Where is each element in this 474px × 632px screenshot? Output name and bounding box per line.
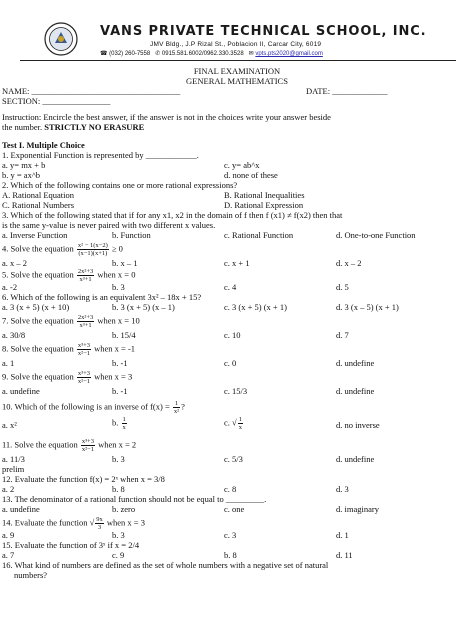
question-1: 1. Exponential Function is represented by ____________. bbox=[2, 150, 199, 160]
question-10-text: 10. Which of the following is an inverse of f(x) = bbox=[2, 401, 170, 412]
choice-2d[interactable]: D. Rational Expression bbox=[224, 200, 304, 210]
question-16-cont: numbers? bbox=[14, 570, 48, 580]
choice-11a[interactable]: a. 11/3 bbox=[2, 454, 25, 464]
question-14-text: 14. Evaluate the function bbox=[2, 517, 88, 528]
choice-14c[interactable]: c. 3 bbox=[224, 530, 237, 540]
email-icon: ✉ bbox=[248, 51, 254, 57]
choice-2c[interactable]: C. Rational Numbers bbox=[2, 200, 75, 210]
instruction-line-1: Instruction: Encircle the best answer, if the answer is not in the choices write your answer beside bbox=[2, 112, 331, 122]
choice-6a[interactable]: a. 3 (x + 5) (x + 10) bbox=[2, 302, 70, 312]
q8-fraction bbox=[77, 342, 91, 357]
choice-13c[interactable]: c. one bbox=[224, 504, 245, 514]
test-heading: Test I. Multiple Choice bbox=[2, 140, 85, 150]
q5-numerator: 2x²+3 bbox=[77, 268, 94, 275]
choice-8d[interactable]: d. undefine bbox=[336, 358, 375, 368]
phone-number: (032) 260-7558 bbox=[109, 51, 151, 57]
q10-numerator: 1 bbox=[174, 400, 179, 407]
sqrt-symbol-14: √ bbox=[89, 517, 95, 528]
choice-13a[interactable]: a. undefine bbox=[2, 504, 40, 514]
question-16: 16. What kind of numbers are defined as the set of whole numbers with a negative set of natural bbox=[2, 560, 329, 570]
email-link[interactable]: vpts.pts2020@gmail.com bbox=[255, 51, 323, 57]
choice-10b[interactable] bbox=[112, 416, 128, 431]
q10-denominator: x² bbox=[173, 408, 180, 415]
mobile-number: 0915.581.6002/0962.330.3528 bbox=[161, 51, 244, 57]
question-11 bbox=[2, 438, 136, 453]
choice-8a[interactable]: a. 1 bbox=[2, 358, 15, 368]
choice-8b[interactable]: b. -1 bbox=[112, 358, 128, 368]
q9-tail: when x = 3 bbox=[94, 371, 133, 382]
choice-7a[interactable]: a. 30/8 bbox=[2, 330, 26, 340]
q10b-numerator: 1 bbox=[122, 416, 126, 423]
school-contact bbox=[100, 50, 323, 57]
choice-15b[interactable]: c. 9 bbox=[112, 550, 125, 560]
choice-9c[interactable]: c. 15/3 bbox=[224, 386, 248, 396]
choice-13d[interactable]: d. imaginary bbox=[336, 504, 379, 514]
q10c-denominator: x bbox=[238, 424, 242, 431]
q9-fraction bbox=[77, 370, 91, 385]
q5-denominator: x³+1 bbox=[79, 276, 92, 283]
choice-13b[interactable]: b. zero bbox=[112, 504, 136, 514]
choice-5c[interactable]: c. 4 bbox=[224, 282, 237, 292]
q5-fraction bbox=[77, 268, 94, 283]
question-9 bbox=[2, 370, 132, 385]
choice-12a[interactable]: a. 2 bbox=[2, 484, 15, 494]
choice-10c[interactable] bbox=[224, 416, 244, 431]
q4-fraction bbox=[77, 242, 109, 257]
choice-8c[interactable]: c. 0 bbox=[224, 358, 237, 368]
q8-numerator: x³+3 bbox=[77, 342, 91, 349]
q11-numerator: x³+3 bbox=[81, 438, 94, 445]
choice-15d[interactable]: d. 11 bbox=[336, 550, 353, 560]
choice-12c[interactable]: c. 8 bbox=[224, 484, 237, 494]
question-14 bbox=[2, 516, 145, 531]
q10-tail: ? bbox=[181, 401, 185, 412]
q14-fraction bbox=[95, 516, 104, 531]
q4-numerator: x² − 1(x−2) bbox=[77, 242, 108, 249]
choice-12b[interactable]: b. 8 bbox=[112, 484, 125, 494]
q7-denominator: x³+1 bbox=[79, 322, 92, 329]
choice-10a[interactable]: a. x² bbox=[2, 420, 17, 430]
choice-9b[interactable]: b. -1 bbox=[112, 386, 128, 396]
question-8 bbox=[2, 342, 135, 357]
question-3-cont: is the same y-value is never paired with two different x values. bbox=[2, 220, 216, 230]
question-12: 12. Evaluate the function f(x) = 2ˣ when x = 3/8 bbox=[2, 474, 165, 484]
q7-fraction bbox=[77, 314, 94, 329]
q8-tail: when x = -1 bbox=[94, 343, 136, 354]
school-address: JMV Bldg., J.P Rizal St., Poblacion II, Carcar City, 6019 bbox=[150, 41, 322, 48]
q11-denominator: x²−1 bbox=[81, 446, 94, 453]
phone-icon: ☎ bbox=[100, 51, 108, 57]
choice-3c[interactable]: c. Rational Function bbox=[224, 230, 294, 240]
question-7-text: 7. Solve the equation bbox=[2, 315, 74, 326]
choice-2a[interactable]: A. Rational Equation bbox=[2, 190, 75, 200]
exam-subject: GENERAL MATHEMATICS bbox=[186, 76, 288, 86]
q4-denominator: (x−1)(x+1) bbox=[78, 250, 108, 257]
choice-10b-label: b. bbox=[112, 417, 119, 428]
choice-9d[interactable]: d. undefine bbox=[336, 386, 375, 396]
choice-14a[interactable]: a. 9 bbox=[2, 530, 15, 540]
choice-5b[interactable]: b. 3 bbox=[112, 282, 125, 292]
q10c-fraction bbox=[238, 416, 243, 431]
q10c-numerator: 1 bbox=[238, 416, 242, 423]
choice-1a[interactable]: a. y= mx + b bbox=[2, 160, 46, 170]
section-field[interactable]: SECTION: ________________ bbox=[2, 96, 111, 106]
q10b-denominator: x bbox=[122, 424, 126, 431]
choice-15c[interactable]: b. 8 bbox=[224, 550, 237, 560]
mobile-icon: ✆ bbox=[155, 51, 161, 57]
question-10 bbox=[2, 400, 185, 415]
choice-2b[interactable]: B. Rational Inequalities bbox=[224, 190, 305, 200]
q8-denominator: x²−1 bbox=[77, 350, 91, 357]
no-erasure-note: STRICTLY NO ERASURE bbox=[44, 122, 145, 132]
choice-6c[interactable]: c. 3 (x + 5) (x + 1) bbox=[224, 302, 287, 312]
question-7 bbox=[2, 314, 140, 329]
school-seal-logo bbox=[44, 22, 78, 56]
question-5 bbox=[2, 268, 135, 283]
question-3: 3. Which of the following stated that if for any x1, x2 in the domain of f then f (x1) ≠ f(x2) then that bbox=[2, 210, 343, 220]
question-9-text: 9. Solve the equation bbox=[2, 371, 74, 382]
question-11-text: 11. Solve the equation bbox=[2, 439, 78, 450]
choice-15a[interactable]: a. 7 bbox=[2, 550, 15, 560]
choice-11c[interactable]: c. 5/3 bbox=[224, 454, 243, 464]
q14-denominator: 3 bbox=[97, 524, 102, 531]
choice-4d[interactable]: d. x – 2 bbox=[336, 258, 362, 268]
choice-7c[interactable]: c. 10 bbox=[224, 330, 241, 340]
choice-4c[interactable]: c. x + 1 bbox=[224, 258, 250, 268]
choice-7b[interactable]: b. 15/4 bbox=[112, 330, 136, 340]
q7-numerator: 2x²+3 bbox=[77, 314, 94, 321]
choice-4a[interactable]: a. x – 2 bbox=[2, 258, 28, 268]
question-4-text: 4. Solve the equation bbox=[2, 243, 74, 254]
choice-4b[interactable]: b. x – 1 bbox=[112, 258, 138, 268]
instruction-text: the number. bbox=[2, 122, 45, 132]
question-13: 13. The denominator of a rational function should not be equal to _________. bbox=[2, 494, 267, 504]
question-15: 15. Evaluate the function of 3ˣ if x = 2/4 bbox=[2, 540, 140, 550]
choice-6b[interactable]: b. 3 (x + 5) (x – 1) bbox=[112, 302, 175, 312]
choice-1d[interactable]: d. none of these bbox=[224, 170, 278, 180]
choice-1c[interactable]: c. y= ab^x bbox=[224, 160, 260, 170]
q11-tail: when x = 2 bbox=[98, 439, 137, 450]
q4-tail: ≥ 0 bbox=[111, 243, 123, 254]
q14-tail: when x = 3 bbox=[106, 517, 145, 528]
name-field[interactable]: NAME: ___________________________________ bbox=[2, 86, 181, 96]
date-field[interactable]: DATE: _____________ bbox=[306, 86, 388, 96]
choice-5d[interactable]: d. 5 bbox=[336, 282, 349, 292]
choice-1b[interactable]: b. y = ax^b bbox=[2, 170, 41, 180]
question-6: 6. Which of the following is an equivalent 3x² – 18x + 15? bbox=[2, 292, 202, 302]
prelim-note: prelim bbox=[2, 464, 25, 474]
choice-10d[interactable]: d. no inverse bbox=[336, 420, 380, 430]
choice-14d[interactable]: d. 1 bbox=[336, 530, 349, 540]
choice-3a[interactable]: a. Inverse Function bbox=[2, 230, 68, 240]
q5-tail: when x = 0 bbox=[97, 269, 136, 280]
question-8-text: 8. Solve the equation bbox=[2, 343, 74, 354]
q7-tail: when x = 10 bbox=[97, 315, 140, 326]
choice-5a[interactable]: a. -2 bbox=[2, 282, 18, 292]
choice-6d[interactable]: d. 3 (x – 5) (x + 1) bbox=[336, 302, 399, 312]
q10b-fraction bbox=[122, 416, 127, 431]
question-5-text: 5. Solve the equation bbox=[2, 269, 74, 280]
choice-14b[interactable]: b. 3 bbox=[112, 530, 125, 540]
school-name: VANS PRIVATE TECHNICAL SCHOOL, INC. bbox=[100, 24, 427, 39]
q14-numerator: 9x bbox=[96, 516, 103, 523]
choice-12d[interactable]: d. 3 bbox=[336, 484, 349, 494]
header-divider bbox=[20, 60, 456, 61]
q11-fraction bbox=[81, 438, 95, 453]
choice-7d[interactable]: d. 7 bbox=[336, 330, 349, 340]
q9-numerator: x³+3 bbox=[77, 370, 91, 377]
choice-10c-label: c. bbox=[224, 417, 230, 428]
instruction-line-2 bbox=[2, 122, 144, 132]
sqrt-symbol: √ bbox=[232, 417, 237, 428]
choice-11d[interactable]: d. undefine bbox=[336, 454, 375, 464]
q10-fraction bbox=[173, 400, 180, 415]
exam-title: FINAL EXAMINATION bbox=[193, 66, 281, 76]
choice-3b[interactable]: b. Function bbox=[112, 230, 151, 240]
question-2: 2. Which of the following contains one or more rational expressions? bbox=[2, 180, 238, 190]
choice-11b[interactable]: b. 3 bbox=[112, 454, 125, 464]
choice-9a[interactable]: a. undefine bbox=[2, 386, 40, 396]
question-4 bbox=[2, 242, 123, 257]
choice-3d[interactable]: d. One-to-one Function bbox=[336, 230, 416, 240]
q9-denominator: x²−1 bbox=[77, 378, 91, 385]
